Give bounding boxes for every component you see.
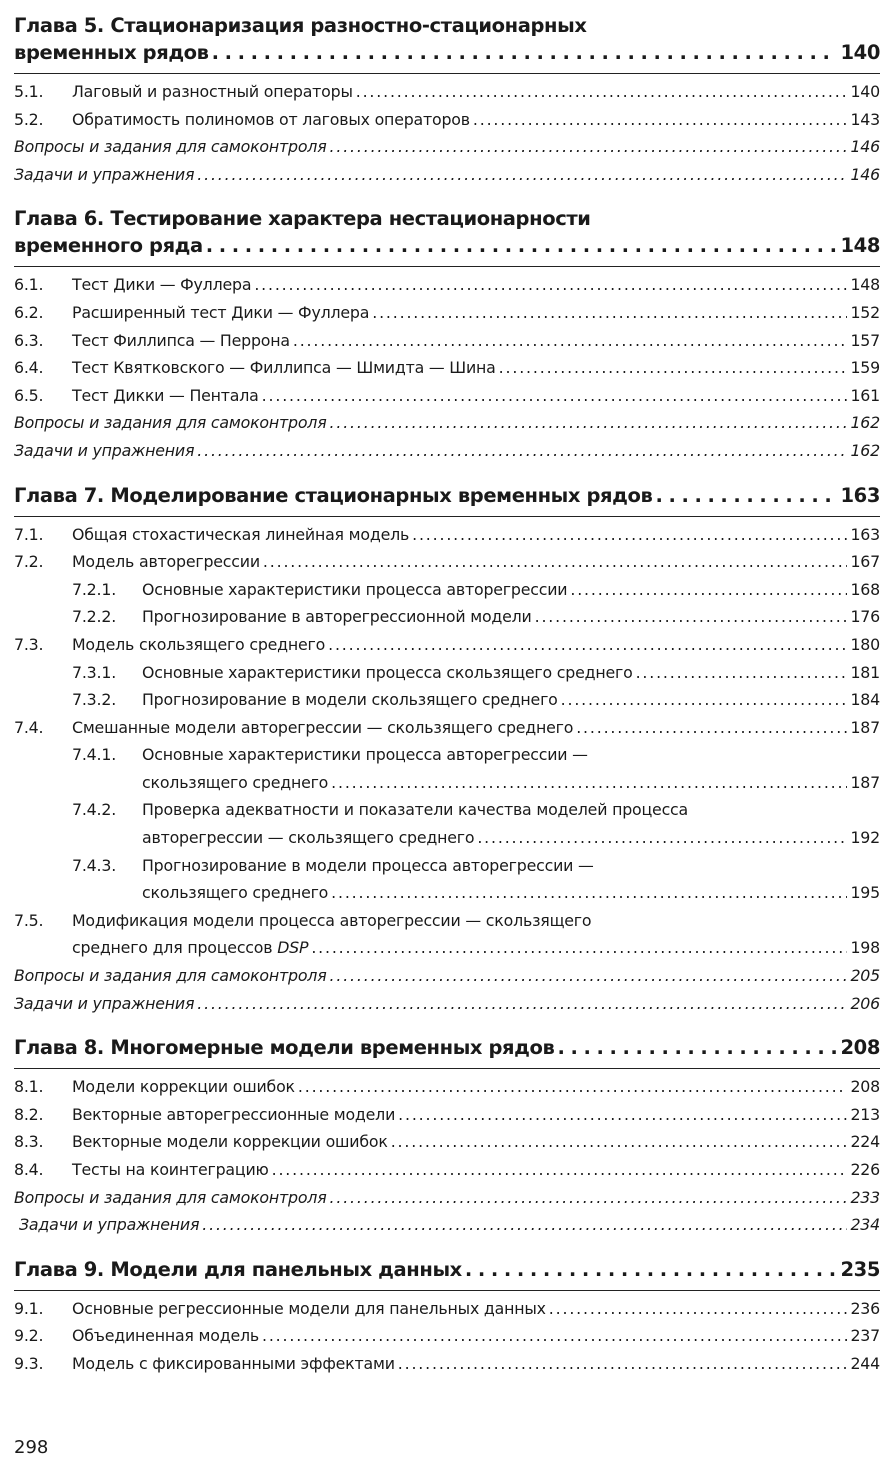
entry-title: Модель скользящего среднего: [72, 634, 326, 654]
entry-title: Основные характеристики процесса авторегрессии: [142, 579, 568, 599]
entry-title: Смешанные модели авторегрессии — скользящего среднего: [72, 717, 574, 737]
entry-page: 146: [850, 137, 880, 157]
entry-number: 5.1.: [14, 82, 44, 101]
toc-subentry: [14, 796, 880, 851]
toc-entry: [14, 1101, 880, 1129]
entry-title: Модель авторегрессии: [72, 552, 260, 572]
toc-entry: [14, 1211, 880, 1239]
leader-dots: [293, 327, 848, 355]
toc-subentry: [14, 576, 880, 604]
toc-entry: [14, 990, 880, 1018]
entry-number: 8.3.: [14, 1132, 44, 1152]
entry-page: 181: [850, 662, 880, 682]
leader-dots: [535, 603, 848, 631]
toc-entry: [14, 1156, 880, 1184]
entry-number: 8.4.: [14, 1160, 44, 1179]
toc-entry: [14, 1322, 880, 1350]
entry-title: Прогнозирование в авторегрессионной модели: [142, 607, 532, 627]
entry-page: 176: [850, 607, 880, 627]
toc-entry: [14, 382, 880, 410]
entry-number: 6.4.: [14, 358, 44, 378]
toc-entry: [14, 714, 880, 742]
leader-dots: [473, 106, 848, 134]
entry-number: 7.2.2.: [72, 607, 117, 627]
toc-entry: [14, 1073, 880, 1101]
divider: [14, 1068, 880, 1069]
chapter-title-line1: Глава 5. Стационаризация разностно-стационарных: [14, 14, 587, 37]
entry-title: Вопросы и задания для самоконтроля: [14, 413, 327, 433]
toc-entry: [14, 354, 880, 382]
leader-dots: [330, 1184, 848, 1212]
toc-entry: [14, 907, 880, 962]
entry-number: 6.5.: [14, 385, 44, 405]
chapter-page: 163: [840, 483, 880, 507]
entry-title: Модели коррекции ошибок: [72, 1077, 295, 1097]
chapter-heading: [14, 1034, 880, 1061]
leader-dots: [557, 1034, 837, 1061]
chapter-title-line2: временных рядов: [14, 41, 209, 64]
toc-entry: [14, 133, 880, 161]
entry-title: Тесты на коинтеграцию: [72, 1160, 269, 1179]
leader-dots: [272, 1156, 848, 1184]
leader-dots: [263, 548, 848, 576]
entry-page: 233: [850, 1187, 880, 1207]
leader-dots: [655, 482, 837, 509]
chapter-7: [14, 482, 880, 1018]
page-number: 298: [14, 1437, 49, 1458]
entry-page: 148: [850, 275, 880, 295]
entry-page: 159: [850, 358, 880, 378]
leader-dots: [202, 1211, 847, 1239]
entry-page: 206: [850, 993, 880, 1013]
chapter-5: [14, 12, 880, 188]
entry-title: Тест Дики — Фуллера: [72, 275, 252, 295]
entry-title: Лаговый и разностный операторы: [72, 82, 353, 101]
leader-dots: [206, 232, 838, 259]
toc-entry: [14, 631, 880, 659]
toc-entry: [14, 1184, 880, 1212]
leader-dots: [212, 39, 838, 66]
entry-title-line1: Основные характеристики процесса авторегрессии —: [142, 745, 588, 765]
chapter-heading: [14, 482, 880, 509]
entry-number: 7.3.2.: [72, 690, 117, 710]
chapter-page: 148: [840, 234, 880, 258]
entry-number: 7.4.3.: [72, 855, 117, 875]
entry-title: Основные характеристики процесса скользящего среднего: [142, 662, 633, 682]
entry-title: Модель с фиксированными эффектами: [72, 1353, 395, 1373]
leader-dots: [499, 354, 848, 382]
leader-dots: [561, 686, 848, 714]
entry-number: 9.2.: [14, 1326, 44, 1346]
entry-title: Объединенная модель: [72, 1326, 259, 1346]
entry-title: Тест Филлипса — Перрона: [72, 330, 290, 350]
chapter-6: [14, 205, 880, 464]
entry-page: 208: [850, 1077, 880, 1097]
leader-dots: [328, 631, 847, 659]
entry-page: 213: [850, 1104, 880, 1124]
entry-title: Вопросы и задания для самоконтроля: [14, 137, 327, 157]
chapter-title: Глава 7. Моделирование стационарных временных рядов: [14, 483, 653, 507]
entry-page: 236: [850, 1298, 880, 1318]
leader-dots: [331, 769, 847, 797]
leader-dots: [398, 1101, 847, 1129]
divider: [14, 1290, 880, 1291]
entry-title-line2: скользящего среднего: [142, 883, 329, 903]
entry-title: Задачи и упражнения: [14, 440, 195, 460]
entry-page: 187: [850, 772, 880, 792]
entry-number: 6.2.: [14, 302, 44, 322]
entry-number: 6.3.: [14, 330, 44, 350]
entry-title: Вопросы и задания для самоконтроля: [14, 966, 327, 986]
leader-dots: [372, 299, 847, 327]
chapter-page: 140: [840, 41, 880, 64]
entry-page: 184: [850, 690, 880, 710]
leader-dots: [576, 714, 847, 742]
entry-page: 180: [850, 634, 880, 654]
entry-page: 162: [850, 440, 880, 460]
leader-dots: [330, 962, 848, 990]
entry-title-line2: скользящего среднего: [142, 772, 329, 792]
entry-title: Задачи и упражнения: [14, 993, 195, 1013]
toc-entry: [14, 548, 880, 576]
toc-entry: [14, 78, 880, 106]
entry-page: 146: [850, 164, 880, 184]
divider: [14, 73, 880, 74]
toc-entry: [14, 106, 880, 134]
entry-number: 7.3.: [14, 634, 44, 654]
entry-title: Расширенный тест Дики — Фуллера: [72, 302, 370, 322]
entry-page: 157: [850, 330, 880, 350]
toc-entry: [14, 437, 880, 465]
entry-page: 195: [850, 883, 880, 903]
entry-title: Векторные модели коррекции ошибок: [72, 1132, 388, 1152]
entry-title-italic: DSP: [277, 938, 309, 958]
entry-title-line2: авторегрессии — скользящего среднего: [142, 828, 475, 848]
entry-number: 5.2.: [14, 109, 44, 129]
entry-number: 7.2.1.: [72, 579, 117, 599]
entry-number: 7.4.: [14, 717, 44, 737]
leader-dots: [197, 437, 847, 465]
leader-dots: [356, 78, 848, 106]
chapter-page: 235: [840, 1257, 880, 1281]
entry-number: 7.3.1.: [72, 662, 117, 682]
entry-title: Вопросы и задания для самоконтроля: [14, 1187, 327, 1207]
leader-dots: [331, 879, 847, 907]
entry-page: 244: [850, 1353, 880, 1373]
leader-dots: [197, 161, 847, 189]
toc-entry: [14, 1295, 880, 1323]
leader-dots: [398, 1350, 848, 1378]
toc-entry: [14, 1128, 880, 1156]
entry-page: 187: [850, 717, 880, 737]
toc-subentry: [14, 741, 880, 796]
chapter-9: [14, 1256, 880, 1378]
entry-page: 224: [850, 1132, 880, 1152]
chapter-heading: [14, 12, 880, 66]
leader-dots: [570, 576, 847, 604]
entry-page: 234: [850, 1215, 880, 1235]
entry-title: Общая стохастическая линейная модель: [72, 524, 410, 544]
entry-number: 9.1.: [14, 1298, 44, 1318]
toc-entry: [14, 1350, 880, 1378]
table-of-contents: [14, 12, 880, 1395]
entry-page: 226: [850, 1160, 880, 1179]
entry-number: 7.4.2.: [72, 800, 117, 820]
chapter-heading: [14, 1256, 880, 1283]
toc-subentry: [14, 686, 880, 714]
toc-entry: [14, 962, 880, 990]
chapter-heading: [14, 205, 880, 259]
toc-entry: [14, 299, 880, 327]
entry-title: Задачи и упражнения: [14, 164, 195, 184]
toc-entry: [14, 409, 880, 437]
entry-page: 162: [850, 413, 880, 433]
leader-dots: [465, 1256, 838, 1283]
entry-page: 198: [850, 938, 880, 958]
leader-dots: [412, 521, 847, 549]
entry-title: Обратимость полиномов от лаговых операторов: [72, 109, 470, 129]
entry-page: 192: [850, 828, 880, 848]
leader-dots: [636, 659, 848, 687]
toc-subentry: [14, 603, 880, 631]
entry-title: Основные регрессионные модели для панельных данных: [72, 1298, 546, 1318]
leader-dots: [477, 824, 847, 852]
chapter-title-line2: временного ряда: [14, 234, 203, 258]
entry-number: 8.1.: [14, 1077, 44, 1097]
toc-entry: [14, 327, 880, 355]
entry-page: 143: [850, 109, 880, 129]
toc-entry: [14, 271, 880, 299]
entry-number: 7.1.: [14, 524, 44, 544]
leader-dots: [298, 1073, 848, 1101]
entry-page: 163: [850, 524, 880, 544]
entry-number: 7.4.1.: [72, 745, 117, 765]
entry-page: 161: [850, 385, 880, 405]
entry-page: 237: [850, 1326, 880, 1346]
entry-title: Тест Квятковского — Филлипса — Шмидта — Шина: [72, 358, 496, 378]
entry-page: 168: [850, 579, 880, 599]
entry-title-line2: [72, 934, 308, 962]
entry-title: Прогнозирование в модели скользящего среднего: [142, 690, 558, 710]
chapter-8: [14, 1034, 880, 1239]
entry-title: Тест Дикки — Пентала: [72, 385, 259, 405]
entry-page: 205: [850, 966, 880, 986]
entry-page: 140: [850, 82, 880, 101]
entry-page: 167: [850, 552, 880, 572]
toc-subentry: [14, 852, 880, 907]
entry-title-line1: Модификация модели процесса авторегрессии — скользящего: [72, 910, 592, 930]
toc-entry: [14, 521, 880, 549]
leader-dots: [330, 409, 848, 437]
entry-title-text: среднего для процессов: [72, 938, 278, 958]
leader-dots: [391, 1128, 848, 1156]
entry-title-line1: Прогнозирование в модели процесса авторегрессии —: [142, 855, 594, 875]
entry-title: Векторные авторегрессионные модели: [72, 1104, 396, 1124]
leader-dots: [330, 133, 848, 161]
leader-dots: [197, 990, 847, 1018]
toc-subentry: [14, 659, 880, 687]
toc-entry: [14, 161, 880, 189]
divider: [14, 516, 880, 517]
chapter-title: Глава 9. Модели для панельных данных: [14, 1257, 462, 1281]
entry-number: 9.3.: [14, 1353, 44, 1373]
entry-page: 152: [850, 302, 880, 322]
leader-dots: [262, 1322, 847, 1350]
divider: [14, 266, 880, 267]
entry-number: 8.2.: [14, 1104, 44, 1124]
entry-title-line1: Проверка адекватности и показатели качества моделей процесса: [142, 800, 689, 820]
chapter-page: 208: [840, 1036, 880, 1060]
leader-dots: [311, 934, 847, 962]
leader-dots: [549, 1295, 848, 1323]
entry-number: 7.5.: [14, 910, 44, 930]
entry-number: 6.1.: [14, 275, 44, 295]
leader-dots: [254, 271, 847, 299]
chapter-title-line1: Глава 6. Тестирование характера нестационарности: [14, 207, 591, 231]
leader-dots: [262, 382, 848, 410]
entry-title: Задачи и упражнения: [19, 1215, 200, 1235]
entry-number: 7.2.: [14, 552, 44, 572]
chapter-title: Глава 8. Многомерные модели временных рядов: [14, 1036, 555, 1060]
